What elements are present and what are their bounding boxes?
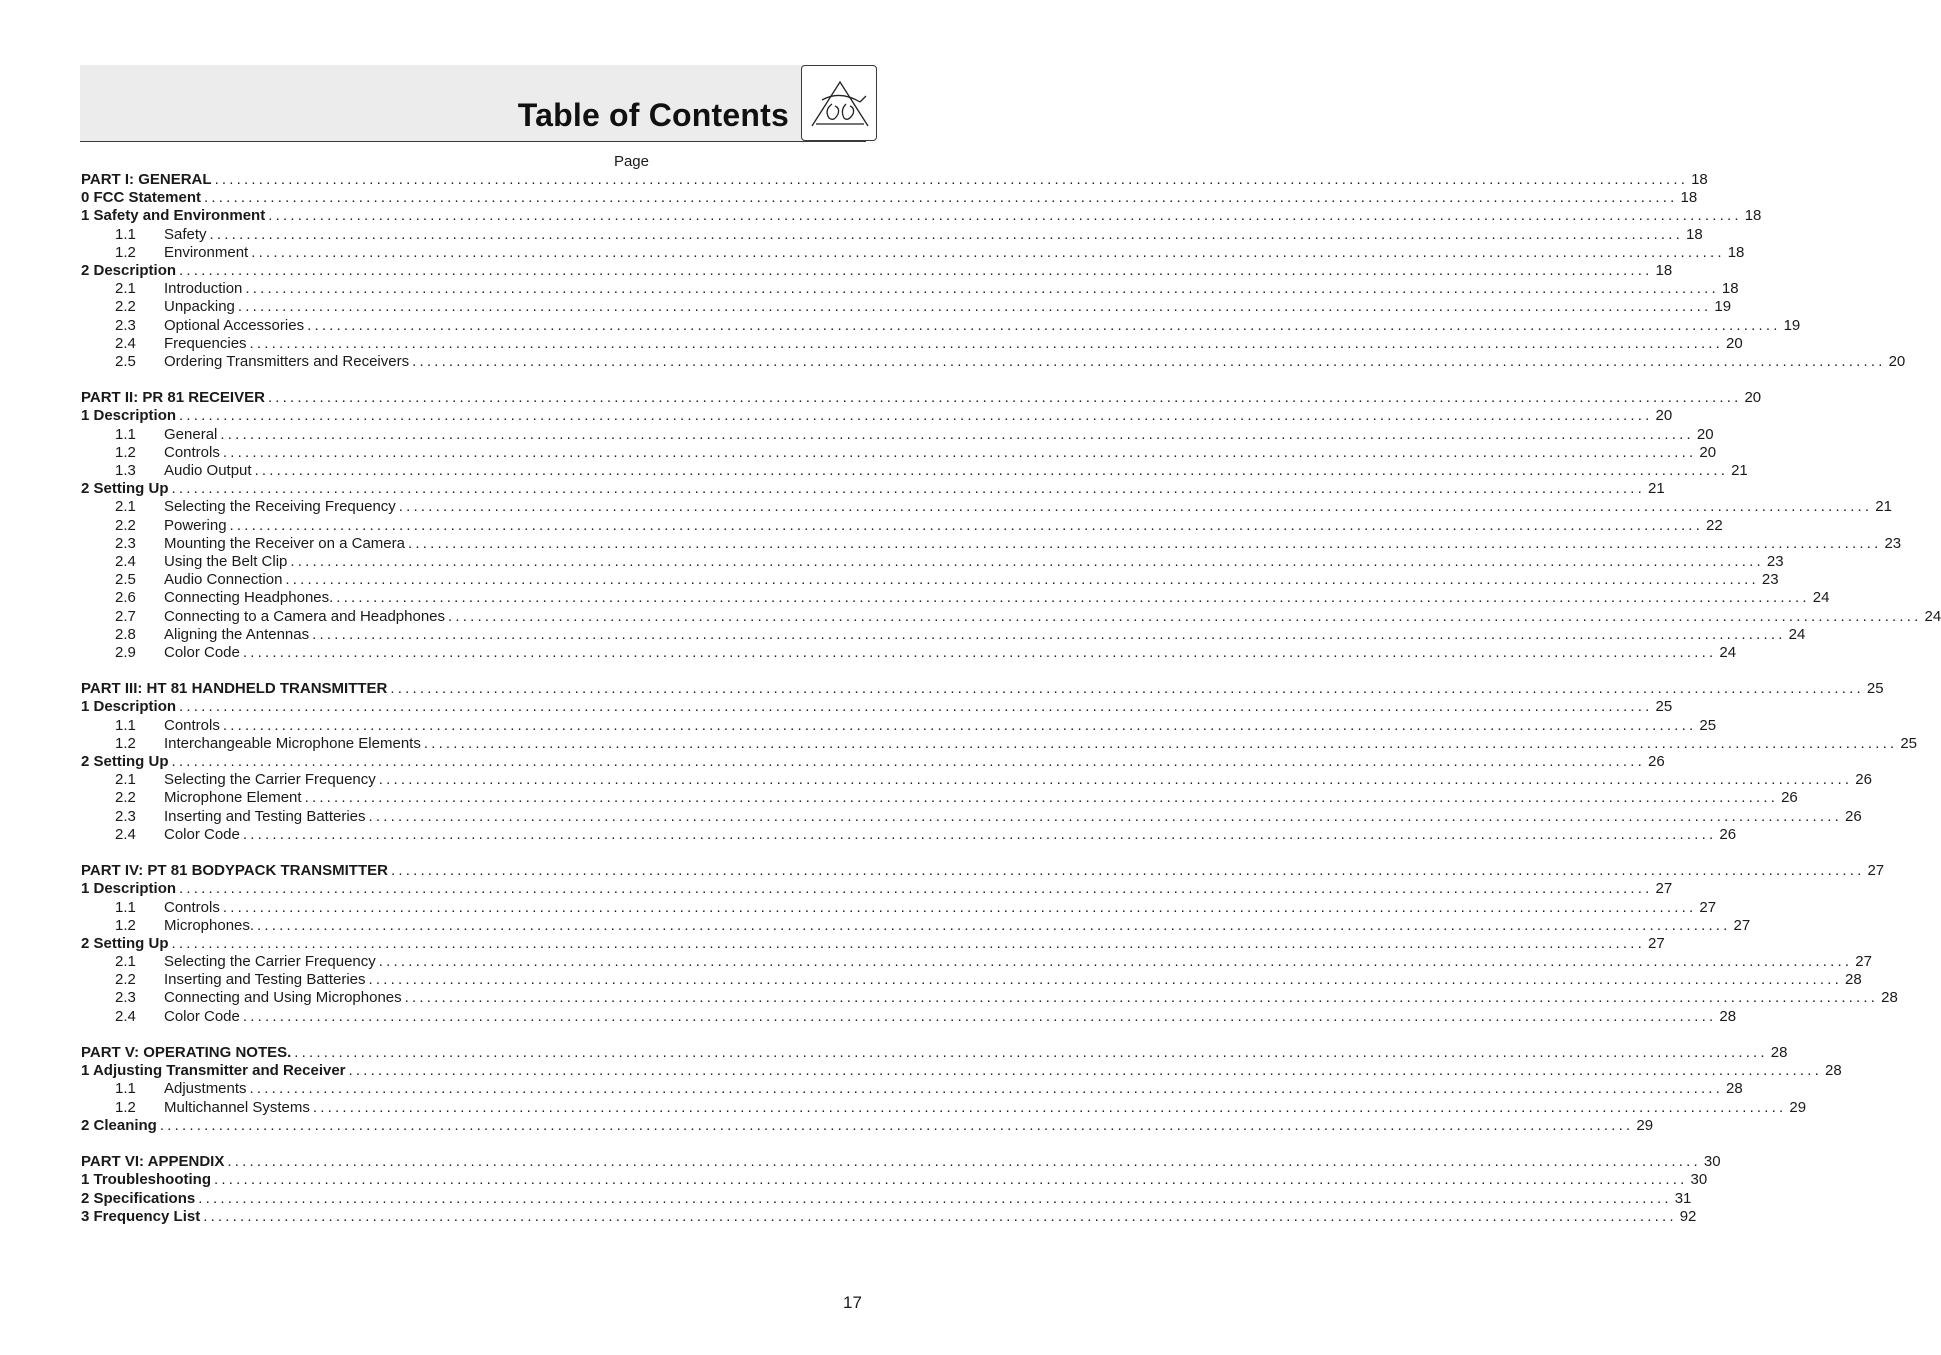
toc-entry-number: 2.8 bbox=[115, 625, 136, 643]
toc-entry-label: Controls bbox=[164, 898, 220, 916]
toc-entry-page: 26 bbox=[1845, 807, 1862, 825]
page-column-label: Page bbox=[613, 153, 649, 170]
toc-entry-number: 1.2 bbox=[115, 734, 136, 752]
toc-entry-label: PART VI: APPENDIX bbox=[81, 1153, 225, 1171]
toc-entry-label: PART IV: PT 81 BODYPACK TRANSMITTER bbox=[81, 862, 388, 880]
toc-leader-dots: ........................................................................................................................................................................................................ bbox=[198, 1189, 1672, 1207]
toc-entry-page: 18 bbox=[1686, 225, 1703, 243]
toc-entry-page: 31 bbox=[1674, 1189, 1692, 1207]
toc-entry-label: Environment bbox=[164, 243, 249, 261]
toc-entry[interactable] bbox=[81, 716, 1717, 735]
toc-entry-label: Mounting the Receiver on a Camera bbox=[164, 534, 405, 552]
toc-leader-dots: ........................................................................................................................................................................................................ bbox=[404, 989, 1879, 1007]
toc-leader-dots: ........................................................................................................................................................................................................ bbox=[214, 171, 1689, 188]
toc-entry[interactable] bbox=[81, 789, 1798, 807]
toc-entry[interactable] bbox=[81, 916, 1751, 935]
toc-entry-number: 2.1 bbox=[115, 953, 136, 971]
toc-leader-dots: ........................................................................................................................................................................................................ bbox=[336, 589, 1810, 607]
toc-entry-page: 92 bbox=[1679, 1207, 1697, 1225]
toc-leader-dots: ........................................................................................................................................................................................................ bbox=[368, 807, 1843, 825]
toc-entry-page: 30 bbox=[1703, 1153, 1721, 1171]
toc-entry-label: PART II: PR 81 RECEIVER bbox=[81, 389, 265, 407]
toc-entry-page: 28 bbox=[1845, 971, 1862, 989]
toc-entry-label: Color Code bbox=[164, 825, 240, 843]
toc-entry[interactable] bbox=[81, 462, 1748, 480]
toc-entry-number: 1.2 bbox=[115, 243, 136, 261]
toc-entry[interactable] bbox=[81, 734, 1918, 753]
toc-entry-number: 2.7 bbox=[115, 607, 136, 625]
toc-entry[interactable] bbox=[81, 1007, 1737, 1026]
toc-entry-page: 24 bbox=[1788, 625, 1806, 643]
toc-entry[interactable] bbox=[81, 1116, 1654, 1135]
toc-entry[interactable] bbox=[81, 298, 1732, 316]
toc-entry-number: 2.4 bbox=[115, 825, 136, 843]
toc-leader-dots: ........................................................................................................................................................................................................ bbox=[307, 316, 1781, 334]
toc-entry[interactable] bbox=[81, 862, 1885, 880]
toc-entry-number: 2.3 bbox=[115, 534, 136, 552]
toc-entry-label: Using the Belt Clip bbox=[164, 552, 288, 570]
table-of-contents bbox=[81, 153, 1941, 1226]
toc-entry-number: 2.3 bbox=[115, 807, 136, 825]
toc-entry-page: 28 bbox=[1719, 1007, 1737, 1025]
toc-entry-label: Adjustments bbox=[164, 1080, 247, 1098]
toc-leader-dots: ........................................................................................................................................................................................................ bbox=[222, 716, 1697, 734]
toc-entry-number: 1.1 bbox=[115, 425, 136, 443]
toc-entry-number: 2.6 bbox=[115, 589, 136, 607]
toc-entry-label: Microphone Element bbox=[164, 789, 302, 807]
toc-leader-dots: ........................................................................................................................................................................................................ bbox=[268, 207, 1742, 225]
toc-leader-dots: ........................................................................................................................................................................................................ bbox=[204, 189, 1678, 207]
toc-leader-dots: ........................................................................................................................................................................................................ bbox=[171, 753, 1646, 770]
toc-entry-label: Introduction bbox=[164, 280, 243, 298]
toc-entry[interactable] bbox=[81, 607, 1941, 626]
toc-entry[interactable] bbox=[81, 1153, 1721, 1171]
toc-entry-label: Selecting the Receiving Frequency bbox=[164, 498, 396, 516]
toc-entry[interactable] bbox=[81, 589, 1830, 607]
toc-entry-label: Selecting the Carrier Frequency bbox=[164, 771, 376, 789]
toc-leader-dots: ........................................................................................................................................................................................................ bbox=[254, 462, 1729, 479]
toc-leader-dots: ........................................................................................................................................................................................................ bbox=[304, 789, 1779, 807]
toc-entry[interactable] bbox=[81, 1062, 1842, 1080]
toc-entry-page: 25 bbox=[1866, 680, 1884, 698]
toc-entry-number: 2.1 bbox=[115, 498, 136, 516]
toc-entry[interactable] bbox=[81, 352, 1906, 371]
toc-entry-page: 24 bbox=[1719, 643, 1737, 661]
toc-entry-label: 1 Safety and Environment bbox=[81, 207, 266, 225]
toc-entry[interactable] bbox=[81, 407, 1673, 425]
toc-entry-label: Connecting and Using Microphones bbox=[164, 989, 402, 1007]
toc-entry[interactable] bbox=[81, 498, 1892, 516]
toc-entry[interactable] bbox=[81, 171, 1708, 189]
toc-entry-label: 2 Setting Up bbox=[81, 753, 169, 770]
toc-entry-page: 23 bbox=[1766, 552, 1784, 570]
toc-entry-label: PART V: OPERATING NOTES. bbox=[81, 1044, 292, 1061]
toc-entry[interactable] bbox=[81, 625, 1806, 644]
toc-entry[interactable] bbox=[81, 971, 1862, 989]
toc-leader-dots: ........................................................................................................................................................................................................ bbox=[242, 643, 1717, 661]
toc-entry-page: 28 bbox=[1825, 1062, 1842, 1080]
toc-leader-dots: ........................................................................................................................................................................................................ bbox=[222, 443, 1697, 461]
toc-entry-page: 27 bbox=[1699, 898, 1717, 916]
toc-entry-page: 27 bbox=[1867, 862, 1885, 880]
headphone-sound-logo-icon bbox=[801, 65, 877, 141]
toc-entry-label: Aligning the Antennas bbox=[164, 625, 310, 643]
toc-entry[interactable] bbox=[81, 425, 1714, 444]
toc-leader-dots: ........................................................................................................................................................................................................ bbox=[209, 225, 1684, 243]
toc-entry-page: 20 bbox=[1726, 334, 1743, 352]
toc-entry[interactable] bbox=[81, 516, 1723, 535]
toc-entry-label: Inserting and Testing Batteries bbox=[164, 971, 366, 989]
toc-entry[interactable] bbox=[81, 334, 1743, 353]
toc-entry-number: 2.2 bbox=[115, 789, 136, 807]
toc-entry[interactable] bbox=[81, 825, 1737, 844]
toc-entry-label: Frequencies bbox=[164, 334, 247, 352]
toc-entry[interactable] bbox=[81, 880, 1673, 898]
toc-entry-label: Microphones. bbox=[164, 916, 255, 934]
toc-leader-dots: ........................................................................................................................................................................................................ bbox=[294, 1044, 1768, 1061]
toc-entry-label: Inserting and Testing Batteries bbox=[164, 807, 366, 825]
toc-leader-dots: ........................................................................................................................................................................................................ bbox=[378, 771, 1853, 789]
toc-entry-label: Safety bbox=[164, 225, 207, 243]
toc-entry-label: PART III: HT 81 HANDHELD TRANSMITTER bbox=[81, 680, 388, 698]
toc-entry-page: 26 bbox=[1855, 771, 1872, 789]
toc-leader-dots: ........................................................................................................................................................................................................ bbox=[398, 498, 1873, 516]
toc-entry-page: 28 bbox=[1726, 1080, 1743, 1098]
toc-leader-dots: ........................................................................................................................................................................................................ bbox=[159, 1116, 1634, 1134]
toc-entry-page: 22 bbox=[1706, 516, 1723, 534]
toc-leader-dots: ........................................................................................................................................................................................................ bbox=[290, 552, 1764, 570]
toc-entry[interactable] bbox=[81, 225, 1703, 244]
toc-entry-number: 1.2 bbox=[115, 1098, 136, 1116]
toc-entry-page: 27 bbox=[1655, 880, 1673, 898]
toc-entry-page: 18 bbox=[1727, 243, 1745, 261]
toc-leader-dots: ........................................................................................................................................................................................................ bbox=[390, 680, 1864, 698]
toc-entry-number: 2.1 bbox=[115, 771, 136, 789]
toc-entry-label: Powering bbox=[164, 516, 227, 534]
toc-entry-number: 1.1 bbox=[115, 1080, 136, 1098]
toc-leader-dots: ........................................................................................................................................................................................................ bbox=[368, 971, 1843, 989]
toc-entry-page: 20 bbox=[1699, 443, 1717, 461]
toc-leader-dots: ........................................................................................................................................................................................................ bbox=[245, 280, 1719, 298]
toc-entry-label: General bbox=[164, 425, 218, 443]
toc-entry-number: 2.5 bbox=[115, 352, 136, 370]
toc-leader-dots: ........................................................................................................................................................................................................ bbox=[312, 1098, 1787, 1116]
toc-entry-number: 2.2 bbox=[115, 516, 136, 534]
toc-entry-label: 1 Adjusting Transmitter and Receiver bbox=[81, 1062, 346, 1080]
toc-entry-number: 2.9 bbox=[115, 643, 136, 661]
toc-leader-dots: ........................................................................................................................................................................................................ bbox=[222, 898, 1697, 916]
toc-leader-dots: ........................................................................................................................................................................................................ bbox=[257, 916, 1731, 934]
toc-entry[interactable] bbox=[81, 1207, 1697, 1226]
toc-entry[interactable] bbox=[81, 1189, 1692, 1208]
toc-entry-page: 27 bbox=[1733, 916, 1751, 934]
toc-entry-label: 3 Frequency List bbox=[81, 1207, 201, 1225]
toc-entry-label: Controls bbox=[164, 443, 220, 461]
toc-entry-page: 26 bbox=[1719, 825, 1737, 843]
toc-leader-dots: ........................................................................................................................................................................................................ bbox=[179, 261, 1653, 279]
toc-entry-page: 20 bbox=[1888, 352, 1906, 370]
toc-leader-dots: ........................................................................................................................................................................................................ bbox=[171, 480, 1646, 498]
toc-entries bbox=[81, 171, 1941, 1226]
toc-leader-dots: ........................................................................................................................................................................................................ bbox=[390, 862, 1865, 880]
toc-entry[interactable] bbox=[81, 207, 1762, 225]
toc-entry-page: 21 bbox=[1648, 480, 1665, 498]
toc-entry[interactable] bbox=[81, 807, 1862, 826]
toc-entry-page: 29 bbox=[1789, 1098, 1807, 1116]
toc-entry-number: 2.4 bbox=[115, 1007, 136, 1025]
toc-entry-number: 2.3 bbox=[115, 316, 136, 334]
toc-entry-page: 19 bbox=[1714, 298, 1732, 316]
toc-entry-number: 2.1 bbox=[115, 280, 136, 298]
toc-leader-dots: ........................................................................................................................................................................................................ bbox=[229, 516, 1704, 534]
toc-entry-page: 28 bbox=[1881, 989, 1898, 1007]
toc-leader-dots: ........................................................................................................................................................................................................ bbox=[179, 880, 1653, 898]
toc-entry-page: 29 bbox=[1636, 1116, 1654, 1134]
toc-entry-label: 2 Setting Up bbox=[81, 934, 169, 952]
toc-entry-label: Interchangeable Microphone Elements bbox=[164, 734, 421, 752]
toc-entry-number: 2.2 bbox=[115, 971, 136, 989]
toc-entry-label: 1 Description bbox=[81, 698, 177, 716]
toc-leader-dots: ........................................................................................................................................................................................................ bbox=[312, 625, 1786, 643]
toc-entry-page: 24 bbox=[1924, 607, 1941, 625]
toc-entry-label: Multichannel Systems bbox=[164, 1098, 310, 1116]
toc-leader-dots: ........................................................................................................................................................................................................ bbox=[267, 389, 1742, 407]
toc-entry-page: 28 bbox=[1770, 1044, 1788, 1061]
toc-entry[interactable] bbox=[81, 753, 1665, 771]
toc-entry-page: 20 bbox=[1744, 389, 1762, 407]
page-number: 17 bbox=[843, 1293, 862, 1312]
toc-entry[interactable] bbox=[81, 389, 1762, 407]
toc-entry-label: Connecting Headphones. bbox=[164, 589, 334, 607]
toc-leader-dots: ........................................................................................................................................................................................................ bbox=[179, 407, 1653, 425]
toc-entry[interactable] bbox=[81, 771, 1872, 789]
toc-entry-page: 27 bbox=[1648, 934, 1665, 952]
toc-entry[interactable] bbox=[81, 571, 1779, 589]
toc-entry[interactable] bbox=[81, 534, 1902, 553]
toc-entry-page: 20 bbox=[1655, 407, 1673, 425]
toc-entry[interactable] bbox=[81, 1098, 1807, 1117]
toc-entry-page: 20 bbox=[1696, 425, 1714, 443]
toc-entry[interactable] bbox=[81, 1171, 1708, 1189]
toc-leader-dots: ........................................................................................................................................................................................................ bbox=[251, 243, 1725, 261]
toc-entry-label: Selecting the Carrier Frequency bbox=[164, 953, 376, 971]
toc-entry-number: 1.3 bbox=[115, 462, 136, 479]
toc-entry-page: 24 bbox=[1812, 589, 1830, 607]
toc-entry-page: 26 bbox=[1781, 789, 1798, 807]
toc-leader-dots: ........................................................................................................................................................................................................ bbox=[171, 934, 1646, 952]
page-title: Table of Contents bbox=[517, 97, 789, 133]
toc-entry-page: 25 bbox=[1699, 716, 1717, 734]
toc-entry[interactable] bbox=[81, 643, 1737, 662]
toc-entry-label: 2 Cleaning bbox=[81, 1116, 157, 1134]
toc-entry-page: 18 bbox=[1721, 280, 1739, 298]
toc-entry-page: 23 bbox=[1761, 571, 1779, 589]
toc-leader-dots: ........................................................................................................................................................................................................ bbox=[448, 607, 1922, 625]
toc-leader-dots: ........................................................................................................................................................................................................ bbox=[242, 825, 1717, 843]
toc-entry-number: 1.1 bbox=[115, 898, 136, 916]
toc-entry-label: Unpacking bbox=[164, 298, 235, 316]
toc-leader-dots: ........................................................................................................................................................................................................ bbox=[285, 571, 1759, 589]
toc-entry[interactable] bbox=[81, 443, 1717, 462]
toc-entry-page: 19 bbox=[1783, 316, 1801, 334]
toc-entry-label: 2 Description bbox=[81, 261, 177, 279]
toc-entry-page: 25 bbox=[1900, 734, 1918, 752]
toc-leader-dots: ........................................................................................................................................................................................................ bbox=[423, 734, 1898, 752]
toc-entry-label: 1 Troubleshooting bbox=[81, 1171, 211, 1189]
toc-entry[interactable] bbox=[81, 480, 1665, 498]
toc-entry-label: 1 Description bbox=[81, 407, 177, 425]
toc-entry-number: 1.2 bbox=[115, 916, 136, 934]
toc-leader-dots: ........................................................................................................................................................................................................ bbox=[214, 1171, 1688, 1189]
toc-entry[interactable] bbox=[81, 1080, 1743, 1098]
toc-entry-label: Controls bbox=[164, 716, 220, 734]
toc-entry-page: 26 bbox=[1648, 753, 1665, 770]
toc-leader-dots: ........................................................................................................................................................................................................ bbox=[227, 1153, 1701, 1171]
toc-leader-dots: ........................................................................................................................................................................................................ bbox=[407, 534, 1882, 552]
toc-entry-page: 23 bbox=[1884, 534, 1902, 552]
toc-entry-page: 18 bbox=[1680, 189, 1698, 207]
toc-leader-dots: ........................................................................................................................................................................................................ bbox=[348, 1062, 1823, 1080]
toc-leader-dots: ........................................................................................................................................................................................................ bbox=[220, 425, 1694, 443]
toc-entry-label: Ordering Transmitters and Receivers bbox=[164, 352, 410, 370]
toc-entry-number: 2.5 bbox=[115, 571, 136, 589]
toc-entry[interactable] bbox=[81, 261, 1673, 280]
toc-entry-page: 25 bbox=[1655, 698, 1673, 716]
toc-entry-label: 2 Setting Up bbox=[81, 480, 169, 498]
toc-entry-page: 30 bbox=[1690, 1171, 1708, 1189]
toc-leader-dots: ........................................................................................................................................................................................................ bbox=[237, 298, 1712, 316]
toc-entry-label: PART I: GENERAL bbox=[81, 171, 212, 188]
toc-entry-number: 2.4 bbox=[115, 334, 136, 352]
toc-entry-page: 18 bbox=[1655, 261, 1673, 279]
toc-entry-label: 1 Description bbox=[81, 880, 177, 898]
toc-entry[interactable] bbox=[81, 552, 1784, 571]
toc-entry-number: 2.2 bbox=[115, 298, 136, 316]
toc-entry[interactable] bbox=[81, 989, 1898, 1007]
toc-entry[interactable] bbox=[81, 953, 1872, 971]
toc-entry[interactable] bbox=[81, 680, 1884, 698]
toc-entry-number: 2.3 bbox=[115, 989, 136, 1007]
toc-entry-page: 18 bbox=[1744, 207, 1762, 225]
toc-entry-label: 2 Specifications bbox=[81, 1189, 196, 1207]
toc-entry-page: 18 bbox=[1691, 171, 1708, 188]
toc-entry-number: 1.1 bbox=[115, 716, 136, 734]
toc-entry[interactable] bbox=[81, 243, 1745, 262]
toc-entry-label: Optional Accessories bbox=[164, 316, 305, 334]
toc-leader-dots: ........................................................................................................................................................................................................ bbox=[242, 1007, 1717, 1025]
toc-entry-number: 2.4 bbox=[115, 552, 136, 570]
toc-entry-number: 1.1 bbox=[115, 225, 136, 243]
toc-entry[interactable] bbox=[81, 698, 1673, 716]
toc-entry[interactable] bbox=[81, 1044, 1788, 1062]
toc-entry[interactable] bbox=[81, 934, 1665, 953]
toc-entry-page: 21 bbox=[1875, 498, 1892, 516]
toc-entry-label: 0 FCC Statement bbox=[81, 189, 202, 207]
toc-entry-page: 27 bbox=[1855, 953, 1872, 971]
toc-entry-page: 21 bbox=[1731, 462, 1748, 479]
toc-entry-label: Connecting to a Camera and Headphones bbox=[164, 607, 446, 625]
toc-entry-label: Audio Connection bbox=[164, 571, 283, 589]
toc-leader-dots: ........................................................................................................................................................................................................ bbox=[179, 698, 1653, 716]
toc-entry[interactable] bbox=[81, 316, 1801, 335]
toc-leader-dots: ........................................................................................................................................................................................................ bbox=[249, 1080, 1724, 1098]
toc-entry-label: Color Code bbox=[164, 1007, 240, 1025]
toc-leader-dots: ........................................................................................................................................................................................................ bbox=[378, 953, 1853, 971]
toc-entry-label: Audio Output bbox=[164, 462, 252, 479]
toc-entry-number: 1.2 bbox=[115, 443, 136, 461]
toc-entry-label: Color Code bbox=[164, 643, 240, 661]
toc-entry[interactable] bbox=[81, 898, 1717, 917]
toc-leader-dots: ........................................................................................................................................................................................................ bbox=[249, 334, 1724, 352]
toc-entry[interactable] bbox=[81, 280, 1739, 298]
toc-leader-dots: ........................................................................................................................................................................................................ bbox=[412, 352, 1886, 370]
toc-leader-dots: ........................................................................................................................................................................................................ bbox=[203, 1207, 1677, 1225]
toc-entry[interactable] bbox=[81, 189, 1698, 207]
